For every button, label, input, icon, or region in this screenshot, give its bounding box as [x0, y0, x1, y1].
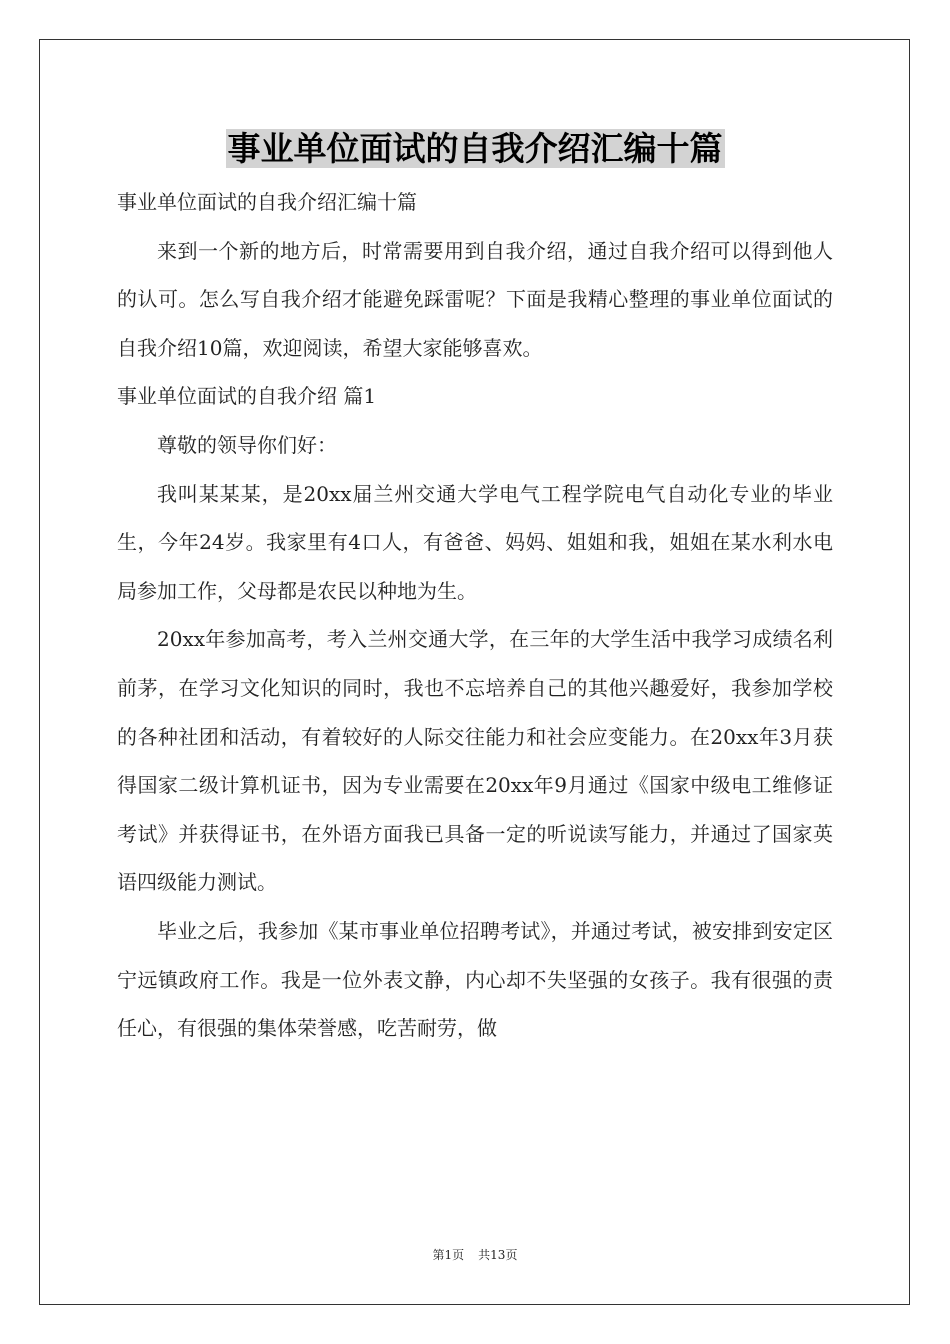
document-body — [117, 178, 833, 1053]
document-title-text: 事业单位面试的自我介绍汇编十篇 — [227, 129, 723, 168]
document-title — [0, 126, 950, 172]
intro-paragraph: 来到一个新的地方后，时常需要用到自我介绍，通过自我介绍可以得到他人的认可。怎么写自我介绍才能避免踩雷呢？下面是我精心整理的事业单位面试的自我介绍10篇，欢迎阅读，希望大家能够喜欢。 — [117, 238, 833, 360]
section-heading: 事业单位面试的自我介绍 篇1 — [117, 384, 377, 409]
subtitle-line: 事业单位面试的自我介绍汇编十篇 — [117, 190, 417, 214]
page-total: 共13页 — [478, 1248, 518, 1262]
page-number: 第1页 — [432, 1248, 465, 1262]
body-paragraph: 20xx年参加高考，考入兰州交通大学，在三年的大学生活中我学习成绩名利前茅，在学习文化知识的同时，我也不忘培养自己的其他兴趣爱好，我参加学校的各种社团和活动，有着较好的人际交往能力和社会应变能力。在20xx年3月获得国家二级计算机证书，因为专业需要在20xx年9月通过《国家中级电工维修证考试》并获得证书，在外语方面我已具备一定的听说读写能力，并通过了国家英语四级能力测试。 — [117, 627, 833, 895]
greeting-paragraph: 尊敬的领导你们好： — [157, 432, 337, 457]
body-paragraph: 毕业之后，我参加《某市事业单位招聘考试》，并通过考试，被安排到安定区宁远镇政府工作。我是一位外表文静，内心却不失坚强的女孩子。我有很强的责任心，有很强的集体荣誉感，吃苦耐劳，做 — [117, 918, 833, 1041]
body-paragraph: 我叫某某某，是20xx届兰州交通大学电气工程学院电气自动化专业的毕业生，今年24岁。我家里有4口人，有爸爸、妈妈、姐姐和我，姐姐在某水利水电局参加工作，父母都是农民以种地为生。 — [117, 481, 833, 603]
page-footer — [0, 1246, 950, 1263]
